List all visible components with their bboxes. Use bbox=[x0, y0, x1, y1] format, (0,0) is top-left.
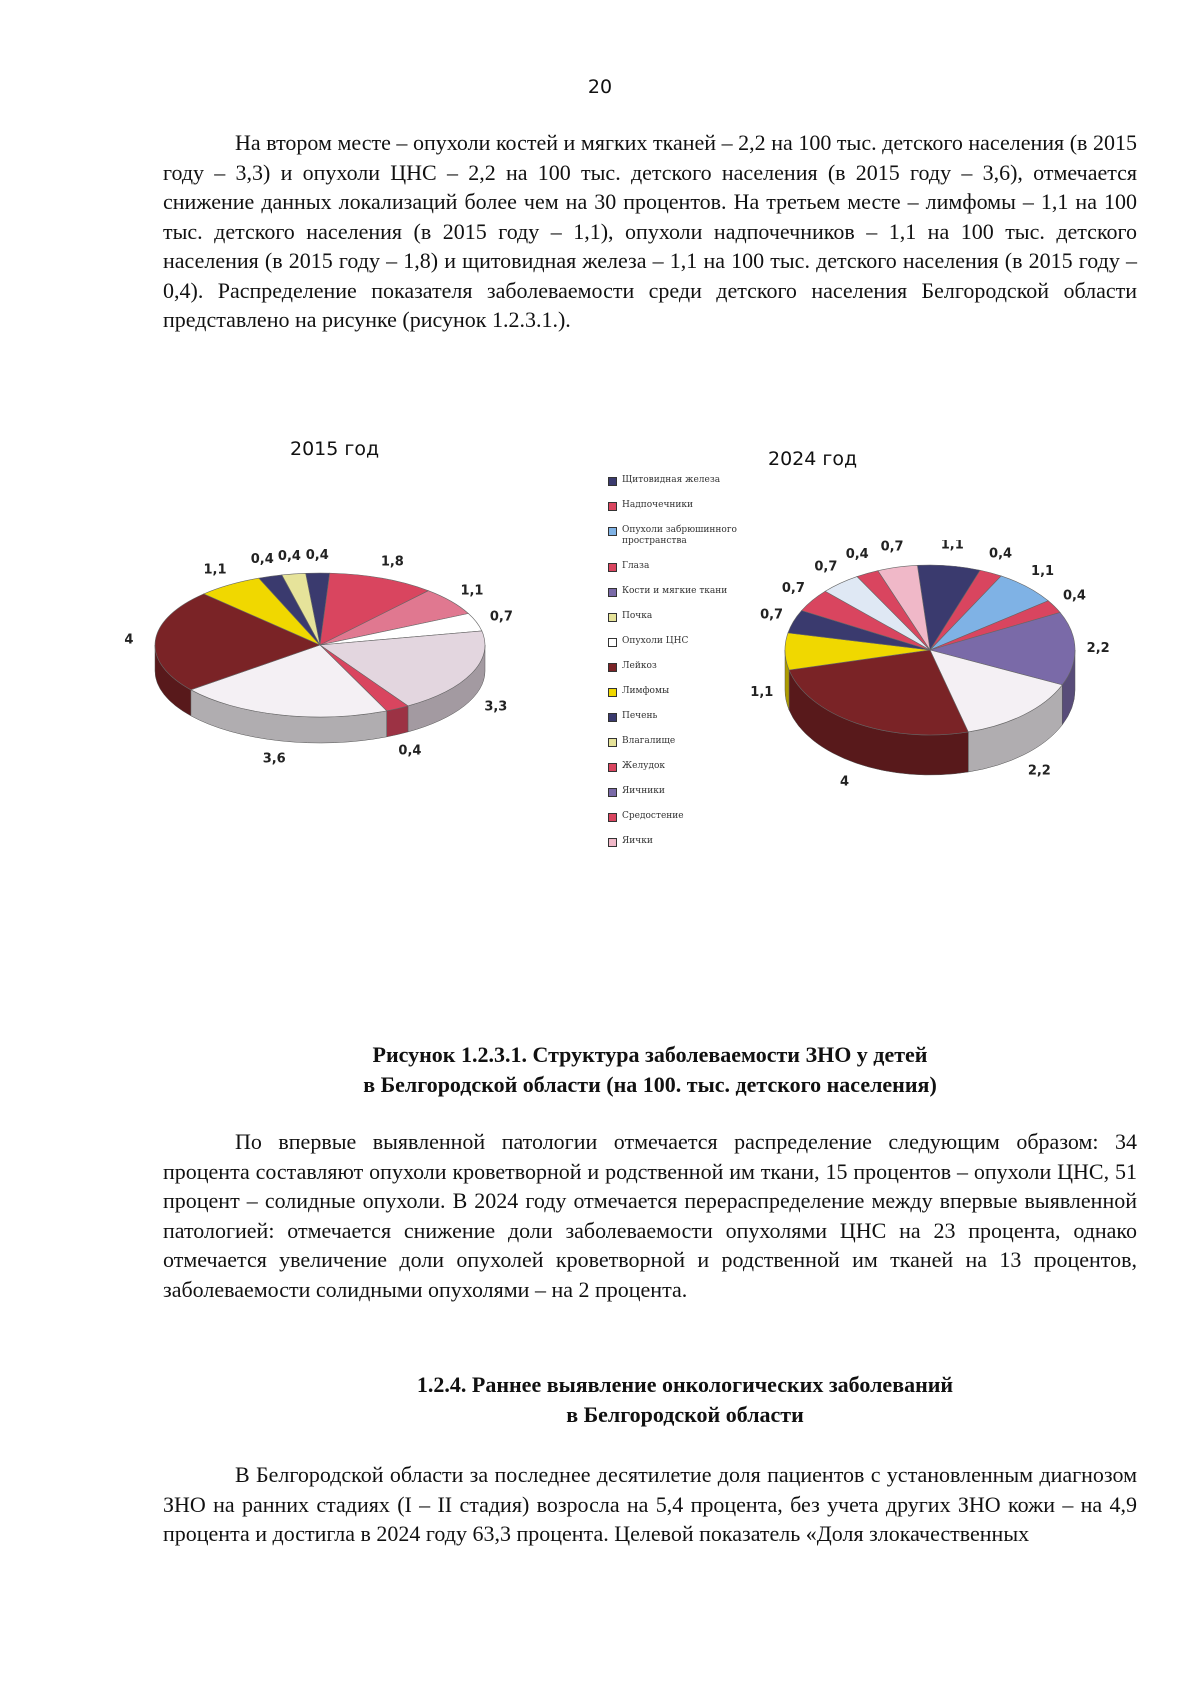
caption-line-1: Рисунок 1.2.3.1. Структура заболеваемости ЗНО у детей bbox=[372, 1042, 928, 1067]
chart-2024-label-12: 0,7 bbox=[880, 540, 904, 555]
legend-item bbox=[608, 736, 788, 747]
legend-label: Печень bbox=[622, 711, 658, 721]
chart-2024 bbox=[730, 540, 1130, 840]
chart-2015-title: 2015 год bbox=[290, 438, 380, 460]
chart-2015 bbox=[120, 540, 520, 820]
legend-swatch bbox=[608, 502, 617, 511]
paragraph-3: В Белгородской области за последнее десятилетие доля пациентов с установленным диагнозом ЗНО на ранних стадиях (I – II стадия) возросла на 5,4 процента, без учета других ЗНО кожи – на 4,9 процента и достигла в 2024 году 63,3 процента. Целевой показатель «Доля злокачественных bbox=[163, 1462, 1137, 1546]
legend-label: Глаза bbox=[622, 561, 650, 571]
heading-line-1: 1.2.4. Раннее выявление онкологических заболеваний bbox=[416, 1372, 954, 1397]
chart-2015-label-3: 0,7 bbox=[489, 609, 513, 625]
heading-line-2: в Белгородской области bbox=[566, 1402, 804, 1427]
chart-2015-label-0: 0,4 bbox=[305, 548, 329, 564]
legend-item bbox=[608, 636, 788, 647]
chart-2015-label-10: 0,4 bbox=[277, 549, 301, 565]
chart-2024-label-10: 0,7 bbox=[814, 559, 838, 575]
page-number: 20 bbox=[587, 76, 613, 98]
legend-label: Средостение bbox=[622, 811, 684, 821]
legend-swatch bbox=[608, 563, 617, 572]
legend-item bbox=[608, 661, 788, 672]
legend-label: Желудок bbox=[622, 761, 666, 771]
legend-label: Кости и мягкие ткани bbox=[622, 586, 728, 596]
legend-swatch bbox=[608, 588, 617, 597]
legend-item bbox=[608, 500, 788, 511]
legend-swatch bbox=[608, 788, 617, 797]
legend-swatch bbox=[608, 838, 617, 847]
legend-label: Лимфомы bbox=[622, 686, 670, 696]
legend-item bbox=[608, 561, 788, 572]
paragraph-2: По впервые выявленной патологии отмечается распределение следующим образом: 34 процента составляют опухоли кроветворной и родственной им ткани, 15 процентов – опухоли ЦНС, 51 процент – солидные опухоли. В 2024 году отмечается перераспределение между впервые выявленной патологией: отмечается снижение доли заболеваемости опухолями ЦНС на 23 процента, однако отмечается увеличение доли опухолей кроветворной и родственной им тканей на 13 процентов, заболеваемости солидными опухолями – на 2 процента. bbox=[163, 1129, 1137, 1302]
legend-label: Влагалище bbox=[622, 736, 676, 746]
chart-2024-label-11: 0,4 bbox=[845, 547, 869, 563]
legend-item bbox=[608, 711, 788, 722]
legend-item bbox=[608, 586, 788, 597]
chart-2024-title: 2024 год bbox=[768, 448, 858, 470]
legend-label: Щитовидная железа bbox=[622, 475, 721, 485]
chart-2024-label-8: 0,7 bbox=[760, 607, 784, 623]
legend-swatch bbox=[608, 613, 617, 622]
legend-label: Почка bbox=[622, 611, 653, 621]
legend-swatch bbox=[608, 477, 617, 486]
legend-swatch bbox=[608, 738, 617, 747]
chart-2024-label-3: 0,4 bbox=[1062, 588, 1086, 604]
paragraph-1: На втором месте – опухоли костей и мягких тканей – 2,2 на 100 тыс. детского населения (в 2015 году – 3,3) и опухоли ЦНС – 2,2 на 100 тыс. детского населения (в 2015 году – 3,6), отмечается снижение данных локализаций более чем на 30 процентов. На третьем месте – лимфомы – 1,1 на 100 тыс. детского населения (в 2015 году – 1,1), опухоли надпочечников – 1,1 на 100 тыс. детского населения (в 2015 году – 1,8) и щитовидная железа – 1,1 на 100 тыс. детского населения (в 2015 году – 0,4). Распределение показателя заболеваемости среди детского населения Белгородской области представлено на рисунке (рисунок 1.2.3.1.). bbox=[163, 130, 1137, 332]
chart-2015-label-1: 1,8 bbox=[380, 554, 404, 570]
legend-swatch bbox=[608, 688, 617, 697]
chart-2024-label-2: 1,1 bbox=[1031, 564, 1055, 580]
chart-2015-label-8: 1,1 bbox=[203, 562, 227, 578]
legend-item bbox=[608, 811, 788, 822]
legend-item bbox=[608, 686, 788, 697]
chart-2015-label-9: 0,4 bbox=[250, 552, 274, 568]
legend-swatch bbox=[608, 713, 617, 722]
legend-item bbox=[608, 525, 788, 547]
legend-label: Лейкоз bbox=[622, 661, 657, 671]
chart-2015-label-6: 3,6 bbox=[262, 751, 286, 767]
chart-2015-label-4: 3,3 bbox=[484, 699, 508, 715]
figure-caption bbox=[163, 1040, 1137, 1100]
chart-2015-slice-side-5 bbox=[387, 706, 408, 737]
legend-swatch bbox=[608, 813, 617, 822]
legend-item bbox=[608, 475, 788, 486]
legend-label: Опухоли ЦНС bbox=[622, 636, 689, 646]
legend-item bbox=[608, 786, 788, 797]
caption-line-2: в Белгородской области (на 100. тыс. детского населения) bbox=[363, 1072, 937, 1097]
chart-2024-label-4: 2,2 bbox=[1086, 641, 1110, 657]
legend-item bbox=[608, 611, 788, 622]
legend-item bbox=[608, 761, 788, 772]
chart-2015-label-7: 4 bbox=[124, 632, 134, 648]
legend-item bbox=[608, 836, 788, 847]
legend-swatch bbox=[608, 527, 617, 536]
legend-label: Яичники bbox=[622, 786, 665, 796]
chart-2024-label-6: 4 bbox=[840, 774, 850, 790]
chart-2015-label-5: 0,4 bbox=[398, 743, 422, 759]
section-heading bbox=[300, 1370, 1070, 1430]
chart-2024-label-1: 0,4 bbox=[989, 546, 1013, 562]
legend-label: Яички bbox=[622, 836, 653, 846]
legend-swatch bbox=[608, 663, 617, 672]
chart-2024-label-7: 1,1 bbox=[750, 684, 774, 700]
chart-2024-legend bbox=[608, 475, 788, 861]
legend-swatch bbox=[608, 638, 617, 647]
chart-2024-label-5: 2,2 bbox=[1027, 763, 1051, 779]
legend-label: Опухоли забрюшинного пространства bbox=[622, 525, 737, 546]
legend-swatch bbox=[608, 763, 617, 772]
chart-2024-label-9: 0,7 bbox=[781, 580, 805, 596]
chart-2024-label-0: 1,1 bbox=[940, 540, 964, 553]
legend-label: Надпочечники bbox=[622, 500, 694, 510]
chart-2015-label-2: 1,1 bbox=[460, 583, 484, 599]
